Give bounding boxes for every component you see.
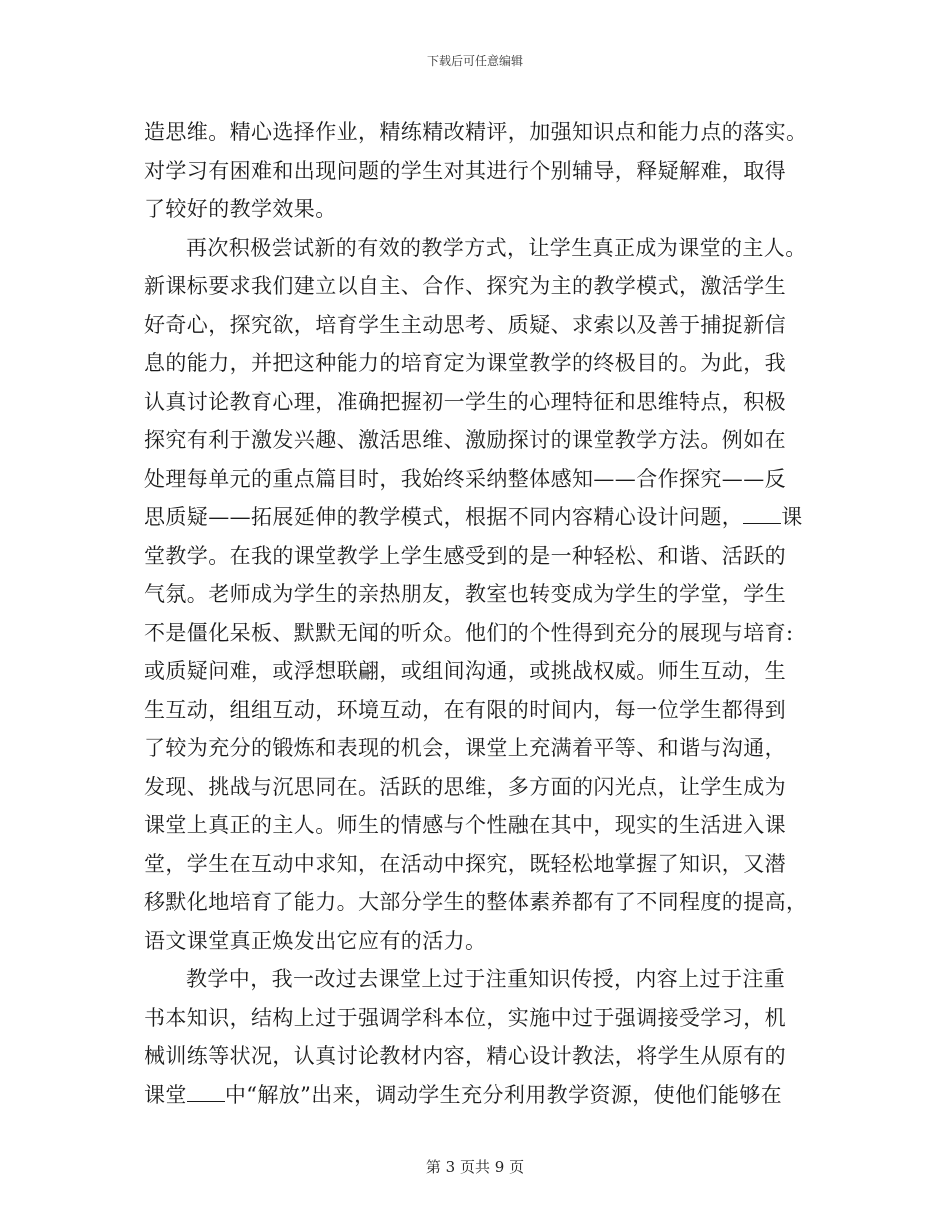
text-line: 堂，学生在互动中求知，在活动中探究，既轻松地掌握了知识，又潜: [144, 851, 786, 876]
line-tail: 中“解放”出来，调动学生充分利用教学资源，使他们能够在: [224, 1082, 783, 1107]
text-line: 对学习有困难和出现问题的学生对其进行个别辅导，释疑解难，取得: [144, 158, 786, 183]
text-line: 械训练等状况，认真讨论教材内容，精心设计教法，将学生从原有的: [144, 1044, 786, 1068]
text-line-with-blank: [144, 1076, 814, 1115]
text-line: 移默化地培育了能力。大部分学生的整体素养都有了不同程度的提高，: [144, 890, 808, 914]
text-line: 发现、挑战与沉思同在。活跃的思维，多方面的闪光点，让学生成为: [144, 774, 786, 799]
line-text: 思质疑——拓展延伸的教学模式，根据不同内容精心设计问题，: [144, 505, 744, 529]
text-line: 堂教学。在我的课堂教学上学生感受到的是一种轻松、和谐、活跃的: [144, 543, 786, 568]
text-line: 新课标要求我们建立以自主、合作、探究为主的教学模式，激活学生: [144, 274, 786, 298]
text-line: 教学中，我一改过去课堂上过于注重知识传授，内容上过于注重: [186, 967, 786, 991]
text-line: 课堂上真正的主人。师生的情感与个性融在其中，现实的生活进入课: [144, 813, 786, 837]
fill-in-blank: [187, 1083, 225, 1102]
text-line: 息的能力，并把这种能力的培育定为课堂教学的终极目的。为此，我: [144, 351, 786, 375]
text-line: 处理每单元的重点篇目时，我始终采纳整体感知——合作探究——反: [144, 466, 786, 491]
text-line: 探究有利于激发兴趣、激活思维、激励探讨的课堂教学方法。例如在: [144, 428, 786, 452]
text-line: 语文课堂真正焕发出它应有的活力。: [144, 928, 487, 953]
line-text: 课堂: [144, 1082, 187, 1107]
paragraph-3: [144, 960, 814, 1114]
paragraph-2: [144, 229, 814, 961]
line-tail: 课: [781, 505, 803, 529]
text-line: 或质疑问难，或浮想联翩，或组间沟通，或挑战权威。师生互动，生: [144, 659, 786, 683]
text-line: 气氛。老师成为学生的亲热朋友，教室也转变成为学生的学堂，学生: [144, 582, 786, 606]
text-line: 了较好的教学效果。: [144, 197, 337, 221]
text-line-with-blank: [144, 498, 814, 537]
text-line: 认真讨论教育心理，准确把握初一学生的心理特征和思维特点，积极: [144, 389, 786, 414]
text-line: 生互动，组组互动，环境互动，在有限的时间内，每一位学生都得到: [144, 697, 786, 722]
text-line: 不是僵化呆板、默默无闻的听众。他们的个性得到充分的展现与培育:: [144, 620, 794, 645]
fill-in-blank: [743, 505, 781, 524]
text-line: 再次积极尝试新的有效的教学方式，让学生真正成为课堂的主人。: [186, 235, 807, 260]
text-line: 造思维。精心选择作业，精练精改精评，加强知识点和能力点的落实。: [144, 120, 808, 144]
document-body: [144, 113, 814, 1114]
text-line: 了较为充分的锻炼和表现的机会，课堂上充满着平等、和谐与沟通，: [144, 736, 786, 760]
text-line: 好奇心，探究欲，培育学生主动思考、质疑、求索以及善于捕捉新信: [144, 312, 786, 337]
page-footer: 第 3 页共 9 页: [425, 1158, 525, 1176]
paragraph-1: [144, 113, 814, 229]
text-line: 书本知识，结构上过于强调学科本位，实施中过于强调接受学习，机: [144, 1005, 786, 1030]
page-header: 下载后可任意编辑: [426, 54, 523, 68]
